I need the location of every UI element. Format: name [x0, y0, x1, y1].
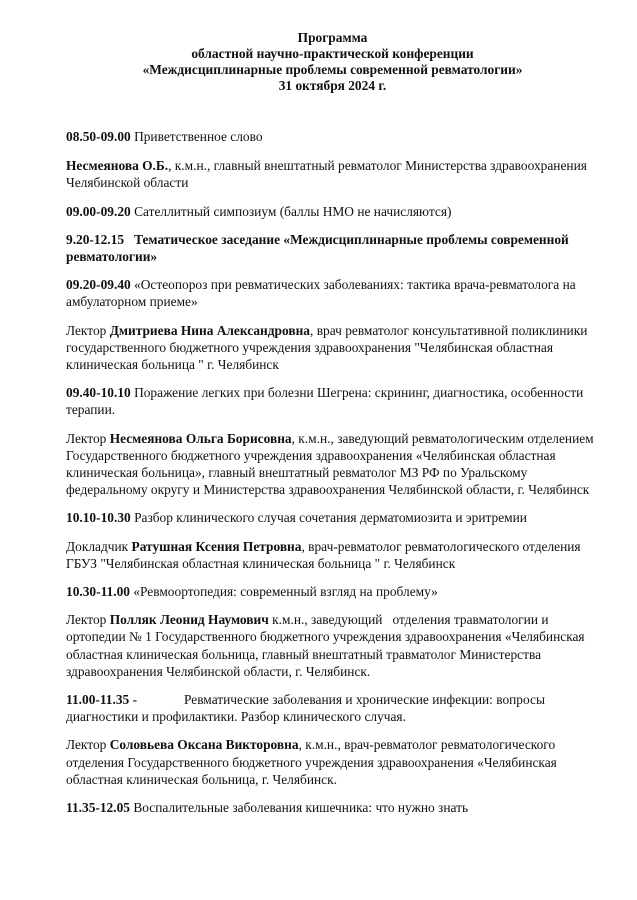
item-text: Разбор клинического случая сочетания дерматомиозита и эритремии — [130, 510, 527, 526]
role-label: Лектор — [66, 737, 110, 753]
program-items — [66, 128, 603, 816]
speaker-name: Несмеянова Ольга Борисовна — [109, 430, 292, 446]
session-title: 9.20-12.15 Тематическое заседание «Междисциплинарные проблемы современной ревматологии» — [66, 231, 573, 265]
speaker-name: Ратушная Ксения Петровна — [131, 538, 302, 554]
program-item — [66, 736, 603, 788]
item-time: 11.35-12.05 — [66, 800, 130, 816]
speaker-name: Соловьева Оксана Викторовна — [109, 737, 299, 753]
program-item — [66, 799, 603, 816]
program-item — [66, 583, 603, 600]
item-text: Ревматические заболевания и хронические инфекции: вопросы диагностики и профилактики. Разбор клинического случая. — [66, 692, 545, 725]
speaker-name: Дмитриева Нина Александровна — [109, 322, 310, 338]
header-date: 31 октября 2024 г. — [278, 78, 387, 93]
speaker-name: Полляк Леонид Наумович — [109, 612, 269, 628]
item-time: 08.50-09.00 — [66, 129, 131, 144]
program-item — [66, 611, 603, 680]
item-text: Поражение легких при болезни Шегрена: скрининг, диагностика, особенности терапии. — [66, 385, 584, 418]
item-text: Воспалительные заболевания кишечника: что нужно знать — [129, 800, 469, 816]
item-text: к.м.н., заведующий отделения травматологии и ортопедии № 1 Государственного бюджетного учреждения здравоохранения «Челябинская областная клиническая больница, главный внештатный травматолог Министерства здравоохранения Челябинской области, г. Челябинск. — [66, 612, 588, 679]
item-text: , врач ревматолог консультативной поликлиники государственного бюджетного учреждения здравоохранения "Челябинская областная клиническая больница " г. Челябинск — [66, 322, 588, 373]
speaker-name: Несмеянова О.Б. — [66, 158, 169, 174]
item-time: 10.30-11.00 — [66, 584, 130, 600]
item-time: 09.00-09.20 — [66, 203, 131, 219]
item-text: «Остеопороз при ревматических заболеваниях: тактика врача-ревматолога на амбулаторном приеме» — [66, 277, 576, 310]
item-time: 10.10-10.30 — [66, 510, 131, 526]
item-text: Сателлитный симпозиум (баллы НМО не начисляются) — [130, 203, 452, 219]
item-time: 09.40-10.10 — [66, 385, 131, 401]
role-label: Докладчик — [66, 538, 132, 554]
program-header — [62, 30, 603, 94]
program-item — [66, 430, 603, 499]
program-item — [66, 276, 603, 310]
program-item — [66, 384, 603, 418]
item-text: , врач-ревматолог ревматологического отделения ГБУЗ "Челябинская областная клиническая больница " г. Челябинск — [66, 538, 581, 571]
role-label: Лектор — [66, 612, 110, 628]
program-item — [66, 509, 603, 526]
program-item — [66, 691, 603, 725]
item-time: 11.00-11.35 - — [66, 692, 138, 708]
program-item — [66, 538, 603, 572]
item-time: 09.20-09.40 — [66, 277, 131, 293]
item-text: Приветственное слово — [130, 129, 263, 144]
item-text: , к.м.н., заведующий ревматологическим отделением Государственного бюджетного учреждения здравоохранения «Челябинская областная клиническая больница», главный внештатный ревматолог МЗ РФ по Уральскому федеральному округу и Министерства здравоохранения Челябинской области, г. Челябинск — [66, 430, 594, 498]
header-subtitle: областной научно-практической конференции — [191, 46, 474, 61]
item-text: «Ревмоортопедия: современный взгляд на проблему» — [129, 584, 438, 600]
program-item — [66, 128, 603, 145]
header-conference-name: «Междисциплинарные проблемы современной ревматологии» — [142, 62, 523, 77]
header-title: Программа — [297, 30, 368, 45]
item-text: , к.м.н., врач-ревматолог ревматологического отделения Государственного бюджетного учреждения здравоохранения «Челябинская областная клиническая больница, г. Челябинск. — [66, 737, 557, 787]
role-label: Лектор — [66, 322, 110, 338]
role-label: Лектор — [66, 430, 110, 446]
program-item — [66, 203, 603, 220]
program-item — [66, 157, 603, 191]
program-item — [66, 322, 603, 374]
item-text: , к.м.н., главный внештатный ревматолог Министерства здравоохранения Челябинской области — [66, 158, 587, 191]
